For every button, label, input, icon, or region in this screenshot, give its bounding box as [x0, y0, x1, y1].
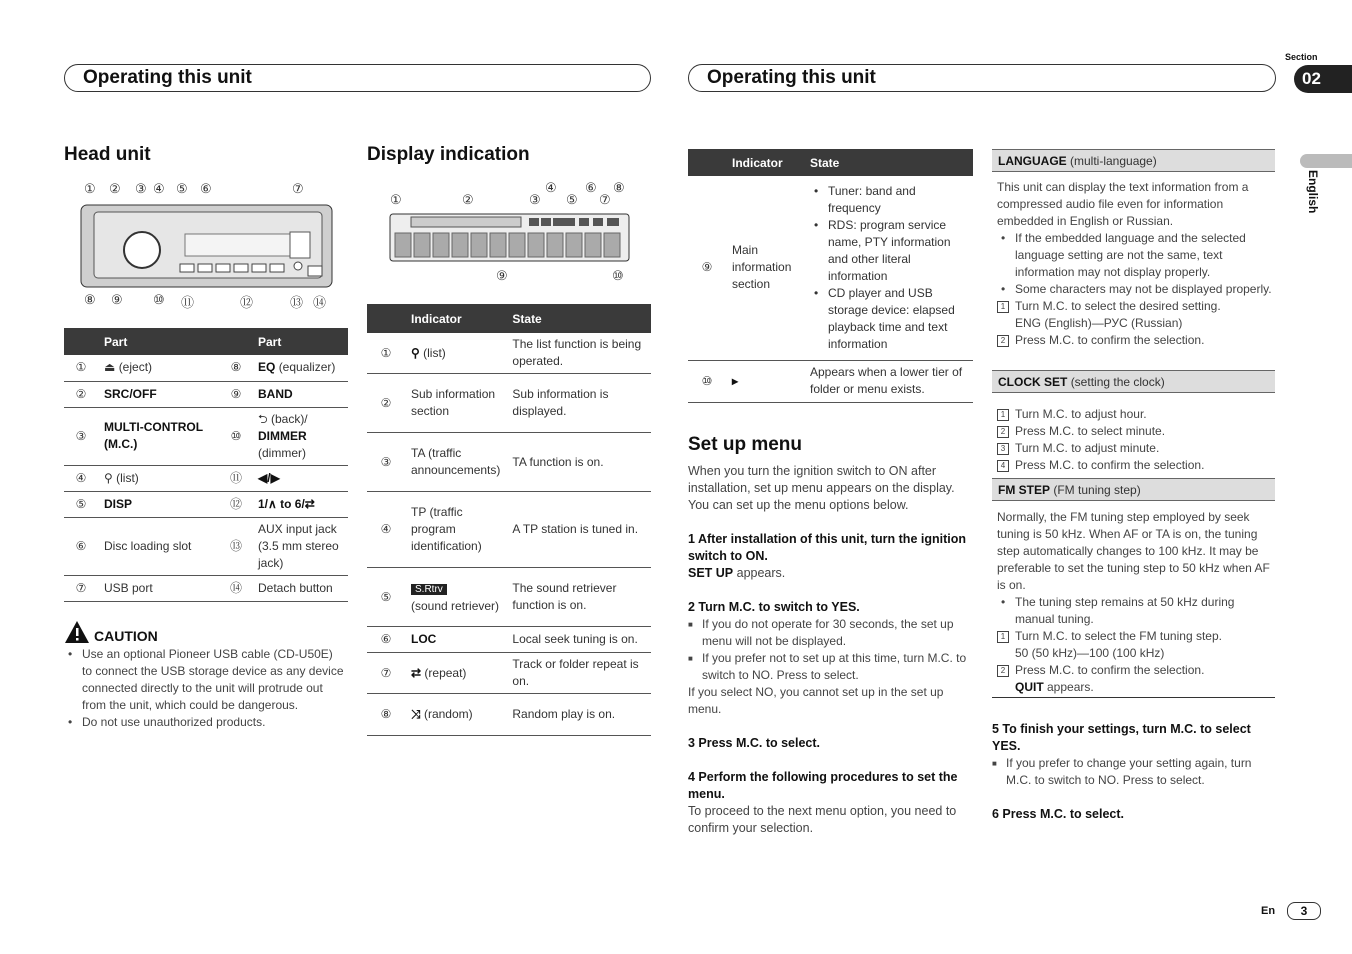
callout-number: ⑥: [585, 180, 597, 195]
table-row: [367, 627, 651, 653]
page-number: 3: [1287, 902, 1321, 920]
language-bullet: • If the embedded language and the selected language setting are not the same, text information may not display properly.: [997, 230, 1272, 281]
row-num: ④: [64, 465, 98, 491]
part-label: DIMMER: [258, 428, 307, 443]
list-icon: ⚲: [411, 345, 420, 360]
row-num: ⑦: [64, 575, 98, 601]
language-title: LANGUAGE: [998, 154, 1067, 168]
footer-lang: En: [1261, 905, 1276, 917]
setup-step-4: 4 Perform the following procedures to set the menu.: [688, 770, 958, 801]
state-bullet: • CD player and USB storage device: elapsed playback time and text information: [810, 285, 967, 353]
indicator-label: LOC: [405, 627, 506, 653]
table-row: [64, 491, 348, 517]
table-row: [367, 374, 651, 433]
row-num: ⑥: [367, 627, 405, 653]
part-label: MULTI-CONTROL: [104, 420, 204, 434]
setup-note: ■ If you do not operate for 30 seconds, the set up menu will not be displayed.: [688, 616, 970, 650]
language-options: ENG (English)—РУС (Russian): [1015, 316, 1183, 330]
callout-number: ⑧: [84, 292, 96, 307]
row-num: ②: [367, 374, 405, 433]
row-num: ⑤: [367, 568, 405, 627]
indicator-label: Sub information section: [405, 374, 506, 433]
part-label: Detach button: [252, 575, 348, 601]
part-label: (eject): [118, 360, 153, 375]
state-text: Local seek tuning is on.: [506, 627, 651, 653]
clock-set-header: [992, 370, 1275, 393]
table-row: [64, 381, 348, 407]
row-num: ⑪: [220, 465, 252, 491]
row-num: ④: [367, 492, 405, 568]
right-header-title: Operating this unit: [707, 67, 876, 88]
callout-number: ①: [390, 192, 402, 207]
row-num: ⑧: [220, 355, 252, 381]
fmstep-bullet: • The tuning step remains at 50 kHz during manual tuning.: [997, 594, 1272, 628]
callout-number: ⑪: [181, 295, 195, 310]
row-num: ⑨: [688, 176, 726, 360]
language-subtitle: (multi-language): [1070, 154, 1157, 168]
setup-note: If you select NO, you cannot set up in the set up menu.: [688, 685, 944, 716]
list-icon: ⚲: [104, 470, 113, 485]
setup-intro: When you turn the ignition switch to ON after installation, set up menu appears on the display. You can set up the menu options below.: [688, 464, 955, 512]
callout-number: ④: [153, 181, 165, 196]
fmstep-options: 50 (50 kHz)—100 (100 kHz): [1015, 646, 1165, 660]
callout-number: ⑧: [613, 180, 625, 195]
clock-step: Press M.C. to confirm the selection.: [1015, 458, 1205, 472]
fmstep-quit-keyword: QUIT: [1015, 680, 1044, 694]
eject-icon: ⏏: [104, 360, 116, 375]
callout-number: ⑭: [313, 295, 327, 310]
indicator-label: (list): [423, 345, 446, 360]
state-bullet: • Tuner: band and frequency: [810, 183, 967, 217]
state-text: TA function is on.: [506, 433, 651, 492]
caution-item: • Use an optional Pioneer USB cable (CD-U50E) to connect the USB storage device as any device connected directly to the unit will protrude out from the unit, which could be dangerous.: [64, 646, 346, 714]
indicator-label: (repeat): [424, 665, 467, 680]
fmstep-step: Turn M.C. to select the FM tuning step.: [1015, 629, 1222, 643]
table-row: [367, 694, 651, 736]
callout-number: ⑫: [240, 295, 254, 310]
state-text: Track or folder repeat is on.: [506, 653, 651, 694]
fmstep-divider: [992, 697, 1275, 698]
table-row: [367, 653, 651, 694]
setup-step-4-note: To proceed to the next menu option, you need to confirm your selection.: [688, 804, 957, 835]
part-label: ◀/▶: [252, 465, 348, 491]
state-text: A TP station is tuned in.: [506, 492, 651, 568]
language-bullet: • Some characters may not be displayed properly.: [997, 281, 1272, 298]
language-tab-label: English: [1306, 170, 1320, 214]
language-tab: [1300, 154, 1352, 168]
setup-step-5: 5 To finish your settings, turn M.C. to select YES.: [992, 722, 1251, 753]
setup-note: ■ If you prefer not to set up at this time, turn M.C. to switch to NO. Press to select.: [688, 650, 970, 684]
clock-step: Turn M.C. to adjust minute.: [1015, 441, 1160, 455]
part-label: (M.C.): [104, 437, 138, 451]
set-up-menu-title: Set up menu: [688, 434, 803, 455]
row-num: ③: [64, 407, 98, 465]
state-text: Random play is on.: [506, 694, 651, 736]
col-state: State: [804, 149, 973, 176]
indicator-table-continued: [688, 149, 973, 403]
callout-number: ④: [545, 180, 557, 195]
callout-number: ⑥: [200, 181, 212, 196]
setup-step-1-keyword: SET UP: [688, 566, 734, 580]
table-row: [64, 355, 348, 381]
callout-number: ①: [84, 181, 96, 196]
row-num: ⑧: [367, 694, 405, 736]
warning-icon: [64, 620, 90, 644]
left-header-title: Operating this unit: [83, 67, 252, 88]
equalizer-icon: EQ: [258, 360, 276, 375]
row-num: ⑤: [64, 491, 98, 517]
callout-number: ⑦: [599, 192, 611, 207]
display-drawing: [389, 213, 631, 263]
fmstep-subtitle: (FM tuning step): [1053, 483, 1141, 497]
repeat-icon: ⇄: [411, 665, 422, 680]
language-step: Turn M.C. to select the desired setting.: [1015, 299, 1221, 313]
setup-step-3: 3 Press M.C. to select.: [688, 736, 821, 750]
table-row: [367, 433, 651, 492]
lower-tier-icon: ▸: [726, 360, 804, 402]
setup-step-5-note: ■ If you prefer to change your setting again, turn M.C. to switch to NO. Press to select.: [992, 755, 1272, 789]
row-num: ①: [64, 355, 98, 381]
col-part-2: Part: [252, 328, 348, 355]
state-text: Sub information is displayed.: [506, 374, 651, 433]
callout-number: ⑤: [176, 181, 188, 196]
setup-step-2: 2 Turn M.C. to switch to YES.: [688, 600, 860, 614]
part-label: BAND: [252, 381, 348, 407]
table-row: [64, 465, 348, 491]
indicator-label: (random): [423, 707, 473, 721]
language-step: Press M.C. to confirm the selection.: [1015, 333, 1205, 347]
table-row: [64, 517, 348, 575]
row-num: ①: [367, 333, 405, 374]
table-row: [64, 575, 348, 601]
random-icon: ⤨: [411, 707, 421, 721]
head-unit-title: Head unit: [64, 144, 151, 165]
part-label: (back)/: [270, 411, 308, 426]
row-num: ⑫: [220, 491, 252, 517]
col-part-1: Part: [98, 328, 220, 355]
fmstep-step: Press M.C. to confirm the selection.: [1015, 663, 1205, 677]
fmstep-quit-text: appears.: [1043, 680, 1094, 694]
table-row: [688, 360, 973, 402]
part-label: SRC/OFF: [98, 381, 220, 407]
table-row: [367, 568, 651, 627]
callout-number: ⑨: [111, 292, 123, 307]
setup-step-6: 6 Press M.C. to select.: [992, 807, 1125, 821]
setup-step-1: 1 After installation of this unit, turn the ignition switch to ON.: [688, 532, 966, 563]
callout-number: ⑦: [292, 181, 304, 196]
callout-number: ③: [135, 181, 147, 196]
sound-retriever-badge: S.Rtrv: [411, 584, 447, 595]
col-indicator: Indicator: [726, 149, 804, 176]
part-label: (list): [116, 470, 139, 485]
indicator-label: TP (traffic program identification): [405, 492, 506, 568]
row-num: ⑨: [220, 381, 252, 407]
callout-number: ③: [529, 192, 541, 207]
head-unit-drawing: [80, 204, 334, 290]
back-icon: ⮌: [258, 411, 268, 426]
clock-title: CLOCK SET: [998, 375, 1068, 389]
row-num: ③: [367, 433, 405, 492]
indicator-label: TA (traffic announcements): [405, 433, 506, 492]
part-label: USB port: [98, 575, 220, 601]
fmstep-desc: Normally, the FM tuning step employed by seek tuning is 50 kHz. When AF or TA is on, the tuning step automatically changes to 100 kHz. It may be preferable to set the tuning step to 50 kHz when AF is on.: [997, 510, 1270, 592]
callout-number: ⑩: [612, 268, 624, 283]
part-label: 1/∧ to 6/⇄: [252, 491, 348, 517]
part-label: AUX input jack (3.5 mm stereo jack): [252, 517, 348, 575]
row-num: ⑦: [367, 653, 405, 694]
callout-number: ⑩: [153, 292, 165, 307]
part-label: Disc loading slot: [98, 517, 220, 575]
language-header: [992, 149, 1275, 172]
caution-item: • Do not use unauthorized products.: [64, 714, 346, 731]
section-label: Section: [1285, 52, 1318, 62]
row-num: ⑬: [220, 517, 252, 575]
clock-step: Press M.C. to select minute.: [1015, 424, 1166, 438]
fm-step-header: [992, 478, 1275, 501]
clock-step: Turn M.C. to adjust hour.: [1015, 407, 1147, 421]
display-indication-title: Display indication: [367, 144, 530, 165]
fmstep-title: FM STEP: [998, 483, 1051, 497]
callout-number: ⑤: [566, 192, 578, 207]
part-label: DISP: [98, 491, 220, 517]
col-state: State: [506, 304, 651, 333]
table-row: [64, 407, 348, 465]
callout-number: ②: [109, 181, 121, 196]
left-header-band: [64, 64, 651, 92]
clock-subtitle: (setting the clock): [1070, 375, 1165, 389]
state-bullet: • RDS: program service name, PTY information and other literal information: [810, 217, 967, 285]
row-num: ②: [64, 381, 98, 407]
callout-number: ②: [462, 192, 474, 207]
col-indicator: Indicator: [405, 304, 506, 333]
right-header-band: [688, 64, 1276, 92]
head-unit-table: [64, 328, 348, 602]
state-text: The sound retriever function is on.: [506, 568, 651, 627]
callout-number: ⑬: [290, 295, 304, 310]
row-num: ⑩: [688, 360, 726, 402]
part-label: (dimmer): [258, 445, 306, 460]
row-num: ⑥: [64, 517, 98, 575]
setup-step-1-note: appears.: [733, 566, 786, 580]
part-label: (equalizer): [278, 360, 336, 375]
section-number-badge: 02: [1294, 65, 1352, 93]
row-num: ⑩: [220, 407, 252, 465]
caution-title: CAUTION: [94, 628, 158, 644]
state-text: The list function is being operated.: [506, 333, 651, 374]
callout-number: ⑨: [496, 268, 508, 283]
state-text: Appears when a lower tier of folder or menu exists.: [804, 360, 973, 402]
row-num: ⑭: [220, 575, 252, 601]
table-row: [367, 492, 651, 568]
indicator-label: Main information section: [726, 176, 804, 360]
display-indicator-table: [367, 304, 651, 736]
table-row: [688, 176, 973, 360]
indicator-label: (sound retriever): [411, 598, 500, 613]
table-row: [367, 333, 651, 374]
language-desc: This unit can display the text information from a compressed audio file even for information embedded in English or Russian.: [997, 180, 1249, 228]
